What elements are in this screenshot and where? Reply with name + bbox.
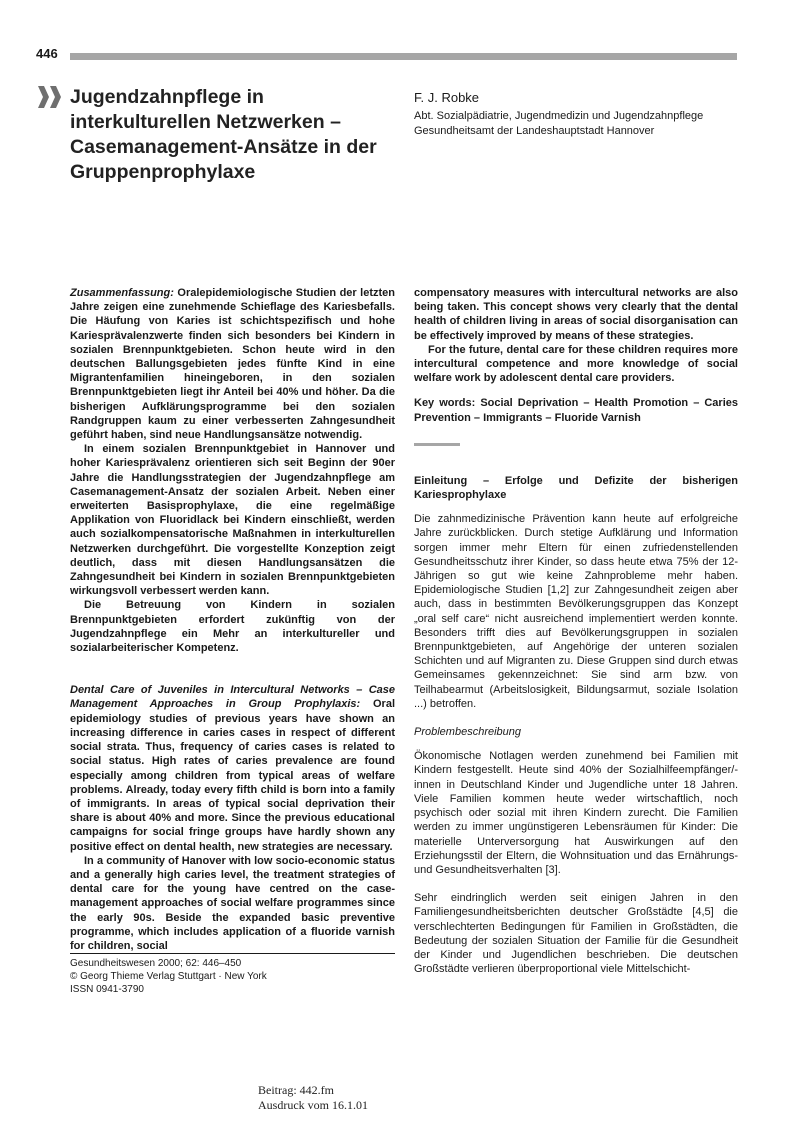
page-number: 446	[36, 46, 58, 61]
section-divider	[414, 443, 460, 446]
abstract-en-p2-cont: compensatory measures with intercultural networks are also being taken. This concept shows very clearly that the dental health of children living in areas of social disorganisation can be effectively improved by means of these strategies.	[414, 287, 738, 342]
abstract-en-p3: For the future, dental care for these children requires more intercultural competence and more knowledge of social welfare work by adolescent dental care providers.	[414, 343, 738, 385]
abstract-de-label: Zusammenfassung:	[70, 287, 174, 299]
abstract-en-label: Dental Care of Juveniles in Intercultural Networks – Case Management Approaches in Group Prophylaxis:	[70, 684, 395, 711]
publisher: © Georg Thieme Verlag Stuttgart · New York	[70, 971, 267, 982]
keywords-label: Key words:	[414, 397, 476, 410]
abstract-de-text: Oralepidemiologische Studien der letzten Jahre zeigen eine zunehmende Schieflage des Kariesbefalls. Die Häufung von Karies ist schichtspezifisch und hohe Kariesprävalenzwerte finden sich besonders bei Kindern in sozialen Brennpunktgebieten. Schon heute wird in den deutschen Ballungsgebieten jedes fünfte Kind in eine Migrantenfamilien hineingeboren, in den sozialen Brennpunktgebieten liegt ihr Anteil bei 40% und höher. Da die bisherigen Aufklärungsprogramme bei den sozialen Randgruppen kaum zu einer verbesserten Zahngesundheit geführt haben, sind neue Handlungsansätze notwendig.	[70, 287, 395, 442]
title-line: Casemanagement-Ansätze in der	[70, 136, 377, 158]
print-footer	[258, 1083, 368, 1113]
body-paragraph: Die zahnmedizinische Prävention kann heute auf erfolgreiche Jahre zurückblicken. Durch stetige Aufklärung und Information sorgen immer mehr Eltern für einen zufriedenstellenden Gesundheitsschutz ihrer Kinder, so dass heute etwa 75% der 12-Jährigen so gut wie keine Zahnprobleme mehr haben. Epidemiologische Studien [1,2] zur Zahngesundheit zeigen aber auch, dass in bestimmten Bevölkerungsgruppen das Konzept „oral self care“ nicht ausreichend implementiert werden konnte. Besonders trifft dies auf Bevölkerungsgruppen in sozialen Brennpunktgebieten, auf Angehörige der unteren sozialen Schichten und auf Migranten zu. Diese Gruppen sind durch etwas Gemeinsames gekennzeichnet: Sie sind arm bzw. von Teilhabearmut (Arbeitslosigkeit, Bildungsarmut, soziale Isolation ...) betroffen.	[414, 513, 738, 710]
left-column	[70, 286, 395, 953]
section-heading: Einleitung – Erfolge und Defizite der bisherigen Kariesprophylaxe	[414, 474, 738, 502]
body-paragraph: Ökonomische Notlagen werden zunehmend bei Familien mit Kindern festgestellt. Heute sind 40% der Sozialhilfeempfänger/-innen in Deutschland Kinder und Jugendliche unter 18 Jahren. Viele Familien kommen heute weder wirtschaftlich, noch psychisch oder sozial mit ihren Kindern zurecht. Die Familien werden zu immer ungünstigeren Lebensräumen für Kinder: Die materielle Unterversorgung hat Auswirkungen auf den Erziehungsstil der Eltern, die Wohnsituation und das Ernährungs- und Gesundheitsverhalten [3].	[414, 750, 738, 876]
article-title	[70, 85, 390, 185]
title-line: Gruppenprophylaxe	[70, 161, 256, 183]
abstract-en-text: Oral epidemiology studies of previous years have shown an increasing difference in caries cases in respect of different social strata. Thus, frequency of caries cases is related to social status. High rates of caries prevalence are found especially among children from typical areas of welfare problems. Already, today every fifth child is born into a family of immigrants. In areas of typical social deprivation their share is about 40% and more. Since the previous educational campaigns for social fringe groups have hardly shown any positive effect on dental health, new strategies are necessary.	[70, 698, 395, 853]
bibliographic-info	[70, 953, 395, 996]
abstract-en-p2: In a community of Hanover with low socio-economic status and a generally high caries level, the treatment strategies of dental care for the young have centred on the case-management approaches of social welfare programmes since the early 90s. Beside the expanded basic preventive programme, which includes application of a fluoride varnish for children, social	[70, 854, 395, 952]
keywords-text: Social Deprivation – Health Promotion – Caries Prevention – Immigrants – Fluoride Varnish	[414, 397, 738, 424]
double-chevron-icon	[38, 86, 64, 108]
abstract-de-p1	[70, 286, 395, 442]
footer-line: Beitrag: 442.fm	[258, 1083, 334, 1097]
abstract-de-p2: In einem sozialen Brennpunktgebiet in Hannover und hoher Kariesprävalenz orientieren sich seit Beginn der 90er Jahre die Handlungsstrategien der Jugendzahnpflege am Casemanagement-Ansatz der sozialen Arbeit. Neben einer erweiterten Basisprophylaxe, die eine regelmäßige Applikation von Fluoridlack bei Kindern einschließt, werden auch sozialkompensatorische Maßnahmen in interkulturellen Netzwerken durchgeführt. Die vorgestellte Konzeption zeigt deutlich, dass mit diesen Handlungsansätzen die Zahngesundheit bei Kindern in sozialen Brennpunktgebieten wirkungsvoll verbessert werden kann.	[70, 443, 395, 598]
keywords	[414, 396, 738, 424]
author-block	[414, 90, 744, 138]
subsection-heading: Problembeschreibung	[414, 726, 522, 739]
affiliation-line: Abt. Sozialpädiatrie, Jugendmedizin und Jugendzahnpflege	[414, 110, 704, 122]
body-paragraph: Sehr eindringlich werden seit einigen Jahren in den Familiengesundheitsberichten deutscher Großstädte [4,5] die verschlechterten Bedingungen für Familien in Großstädten, die Bedeutung der sozialen Situation der Familie für die Gesundheit der Kinder und Jugendlichen beschrieben. Die deutschen Großstädte verlieren überproportional viele Mittelschicht-	[414, 892, 738, 976]
header-rule	[70, 53, 737, 60]
affiliation-line: Gesundheitsamt der Landeshauptstadt Hannover	[414, 124, 655, 137]
author-name: F. J. Robke	[414, 90, 480, 105]
abstract-en-p1	[70, 683, 395, 853]
issn: ISSN 0941-3790	[70, 984, 144, 995]
footer-line: Ausdruck vom 16.1.01	[258, 1098, 368, 1112]
abstract-de-p3: Die Betreuung von Kindern in sozialen Brennpunktgebieten erfordert zukünftig von der Jugendzahnpflege ein Mehr an interkultureller und sozialarbeiterischer Kompetenz.	[70, 599, 395, 655]
journal-citation: Gesundheitswesen 2000; 62: 446–450	[70, 958, 242, 969]
title-line: Jugendzahnpflege in	[70, 86, 264, 108]
title-line: interkulturellen Netzwerken –	[70, 111, 341, 133]
right-column	[414, 286, 738, 976]
